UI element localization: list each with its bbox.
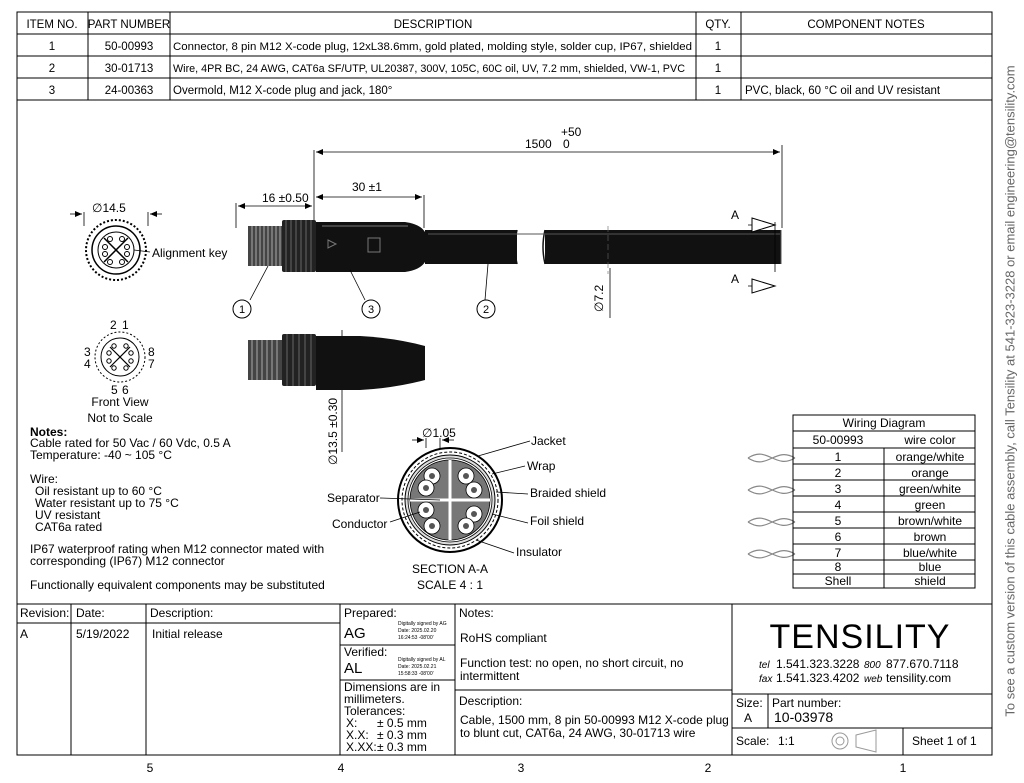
separator-label: Separator: [327, 491, 380, 505]
tol-xx-label: X.X:: [346, 728, 369, 742]
revision-description: Initial release: [152, 627, 223, 641]
date-label: Date:: [76, 606, 105, 620]
tolerances-label: Tolerances:: [344, 704, 406, 718]
dim-30: [316, 180, 424, 228]
rev-description-label: Description:: [150, 606, 214, 620]
wiring-color-8: blue: [918, 560, 942, 574]
bom-row-3-part: 24-00363: [104, 85, 154, 97]
verified-signature-1: Digitally signed by AL: [398, 657, 446, 663]
company-logo: TENSILITY: [769, 618, 951, 656]
balloon-3: 3: [367, 304, 375, 316]
zone-5: 5: [146, 761, 154, 775]
dims-note-2: millimeters.: [344, 692, 405, 706]
wiring-color-4: green: [914, 498, 946, 512]
tol-xxx-value: ± 0.3 mm: [377, 740, 427, 754]
overmold-diameter-label: ∅13.5 ±0.30: [326, 397, 340, 465]
wiring-title: Wiring Diagram: [842, 416, 926, 430]
pin-label-3: 3: [84, 345, 91, 359]
wiring-color-shell: shield: [914, 574, 946, 588]
length-dimension: [314, 125, 782, 230]
tol-x-label: X:: [346, 716, 358, 730]
note-line-1: Cable rated for 50 Vac / 60 Vdc, 0.5 A: [30, 436, 231, 450]
scale-value: 1:1: [778, 734, 795, 748]
front-diameter-label: ∅14.5: [92, 201, 126, 215]
bom-row-3-desc: Overmold, M12 X-code plug and jack, 180°: [173, 85, 393, 97]
pin-label-7: 7: [148, 357, 155, 371]
pin-label-1: 1: [122, 318, 129, 332]
prepared-label: Prepared:: [344, 606, 397, 620]
web-address: tensility.com: [886, 671, 952, 685]
dim-16-label: 16 ±0.50: [262, 191, 309, 205]
note-line-5: Water resistant up to 75 °C: [35, 496, 179, 510]
note-line-2: Temperature: -40 ~ 105 °C: [30, 448, 172, 462]
conductor-diameter-label: ∅1.05: [422, 426, 456, 440]
bom-row-1-desc: Connector, 8 pin M12 X-code plug, 12xL38.6mm, gold plated, molding style, solder cup, IP67, shielded: [173, 41, 693, 53]
wrap-label: Wrap: [527, 459, 556, 473]
wiring-pin-4: 4: [834, 498, 842, 512]
zone-4: 4: [337, 761, 345, 775]
wiring-pin-6: 6: [834, 530, 842, 544]
tel-number: 1.541.323.3228: [776, 657, 860, 671]
zone-numbers: [147, 761, 907, 775]
section-marker-a-top: A: [731, 208, 740, 222]
note-line-3: Wire:: [30, 472, 58, 486]
length-tol-plus: +50: [561, 125, 582, 139]
insulator-label: Insulator: [516, 545, 563, 559]
dims-note-1: Dimensions are in: [344, 680, 441, 694]
prepared-signature-2: Date: 2025.02.20: [398, 628, 437, 634]
bom-row-1-qty: 1: [714, 41, 722, 53]
note-function-test-2: intermittent: [460, 669, 520, 683]
tb-notes-label: Notes:: [459, 606, 494, 620]
bom-row-3-notes: PVC, black, 60 °C oil and UV resistant: [745, 85, 941, 97]
bom-row-1-item: 1: [48, 41, 56, 53]
prepared-signature-1: Digitally signed by AG: [398, 621, 447, 627]
note-line-8: IP67 waterproof rating when M12 connector mated with: [30, 542, 325, 556]
wiring-pin-8: 8: [834, 560, 842, 574]
tollfree-number: 877.670.7118: [886, 657, 959, 671]
size-label: Size:: [736, 696, 763, 710]
web-label: web: [864, 674, 883, 685]
title-block: [17, 604, 992, 755]
sheet-count: Sheet 1 of 1: [912, 734, 977, 748]
fax-label: fax: [759, 674, 773, 685]
tb-description-label: Description:: [459, 694, 523, 708]
foil-shield-label: Foil shield: [530, 514, 585, 528]
zone-1: 1: [899, 761, 907, 775]
prepared-signature-3: 16:24:53 -08'00': [398, 635, 434, 641]
revision-label: Revision:: [20, 606, 70, 620]
top-connector-assembly: [248, 220, 781, 274]
wiring-color-3: green/white: [898, 482, 962, 496]
wiring-color-7: blue/white: [902, 546, 958, 560]
size-value: A: [744, 711, 753, 725]
tel-label: tel: [759, 660, 770, 671]
length-tol-minus: 0: [563, 137, 570, 151]
section-scale: SCALE 4 : 1: [416, 578, 484, 592]
length-value: 1500: [525, 137, 552, 151]
scale-label: Scale:: [736, 734, 770, 748]
wiring-color-6: brown: [913, 530, 947, 544]
section-marker-a-bottom: A: [731, 272, 740, 286]
jacket-label: Jacket: [531, 434, 566, 448]
pin-label-4: 4: [84, 357, 91, 371]
verified-signature-2: Date: 2025.02.21: [398, 664, 437, 670]
bom-header-item: ITEM NO.: [26, 19, 78, 31]
revision-date: 5/19/2022: [76, 627, 130, 641]
wiring-pin-3: 3: [834, 482, 842, 496]
zone-2: 2: [704, 761, 712, 775]
wiring-pin-7: 7: [834, 546, 842, 560]
tol-x-value: ± 0.5 mm: [377, 716, 427, 730]
notes-title: Notes:: [30, 425, 68, 439]
tb-description-2: to blunt cut, CAT6a, 24 AWG, 30-01713 wire: [460, 726, 696, 740]
note-line-9: corresponding (IP67) M12 connector: [30, 554, 225, 568]
bom-row-2-item: 2: [48, 63, 56, 75]
balloon-2: 2: [482, 304, 490, 316]
front-view-pinout: [84, 318, 155, 425]
pin-label-8: 8: [148, 345, 155, 359]
dim-cable-diameter: [592, 268, 610, 318]
note-line-10: Functionally equivalent components may be substituted: [30, 578, 325, 592]
tol-xx-value: ± 0.3 mm: [377, 728, 427, 742]
bom-row-1-part: 50-00993: [104, 41, 154, 53]
cable-diameter-label: ∅7.2: [592, 284, 606, 312]
tol-xxx-label: X.XX:: [346, 740, 377, 754]
part-number-label: Part number:: [772, 696, 842, 710]
bom-header-description: DESCRIPTION: [393, 19, 473, 31]
wiring-color-2: orange: [911, 466, 949, 480]
not-to-scale-label: Not to Scale: [87, 411, 153, 425]
alignment-key-label: Alignment key: [152, 246, 228, 260]
front-view-label: Front View: [91, 395, 149, 409]
wiring-color-5: brown/white: [897, 514, 963, 528]
wiring-pin-5: 5: [834, 514, 842, 528]
balloon-1: 1: [238, 304, 246, 316]
tollfree-label: 800: [864, 660, 881, 671]
braided-shield-label: Braided shield: [530, 486, 607, 500]
note-rohs: RoHS compliant: [460, 631, 547, 645]
fax-number: 1.541.323.4202: [776, 671, 860, 685]
bom-row-3-item: 3: [48, 85, 56, 97]
section-a-a: [327, 426, 606, 592]
wiring-pin-1: 1: [834, 450, 842, 464]
verified-signature-3: 15:58:33 -08'00': [398, 671, 434, 677]
note-line-4: Oil resistant up to 60 °C: [35, 484, 162, 498]
bom-table: [17, 12, 992, 100]
dim-30-label: 30 ±1: [352, 180, 382, 194]
bom-header-qty: QTY.: [705, 19, 731, 31]
section-title: SECTION A-A: [411, 562, 489, 576]
pin-label-6: 6: [122, 383, 129, 397]
part-number: 10-03978: [774, 709, 834, 725]
bom-header-notes: COMPONENT NOTES: [807, 19, 925, 31]
bom-header-part: PART NUMBER: [87, 19, 171, 31]
note-line-7: CAT6a rated: [35, 520, 103, 534]
wiring-pin-2: 2: [834, 466, 842, 480]
wiring-col-part: 50-00993: [812, 433, 864, 447]
verified-label: Verified:: [344, 645, 388, 659]
verified-by: AL: [344, 660, 363, 677]
pin-label-5: 5: [111, 383, 118, 397]
bom-row-3-qty: 1: [714, 85, 722, 97]
bom-row-2-desc: Wire, 4PR BC, 24 AWG, CAT6a SF/UTP, UL20387, 300V, 105C, 60C oil, UV, 7.2 mm, shielded, VW-1, PVC: [173, 63, 686, 75]
side-contact-note: To see a custom version of this cable assembly, call Tensility at 541-323-3228 or email engineering@tensility.com: [1002, 65, 1018, 717]
projection-symbol-icon: [832, 730, 876, 752]
wiring-color-1: orange/white: [895, 450, 965, 464]
prepared-by: AG: [344, 625, 366, 642]
zone-3: 3: [517, 761, 525, 775]
notes-block: [30, 425, 325, 592]
wiring-col-color: wire color: [904, 433, 956, 447]
bom-row-2-part: 30-01713: [104, 63, 154, 75]
pin-label-2: 2: [110, 318, 117, 332]
bom-row-2-qty: 1: [714, 63, 722, 75]
revision-value: A: [20, 627, 29, 641]
balloons: [233, 264, 495, 318]
tb-description-1: Cable, 1500 mm, 8 pin 50-00993 M12 X-code plug: [460, 713, 729, 727]
front-view-outline: [70, 201, 227, 280]
wiring-diagram: [748, 415, 975, 588]
note-line-6: UV resistant: [35, 508, 101, 522]
side-connector-view: [248, 330, 425, 465]
conductor-label: Conductor: [332, 517, 388, 531]
note-function-test-1: Function test: no open, no short circuit, no: [460, 656, 684, 670]
wiring-pin-shell: Shell: [824, 574, 852, 588]
